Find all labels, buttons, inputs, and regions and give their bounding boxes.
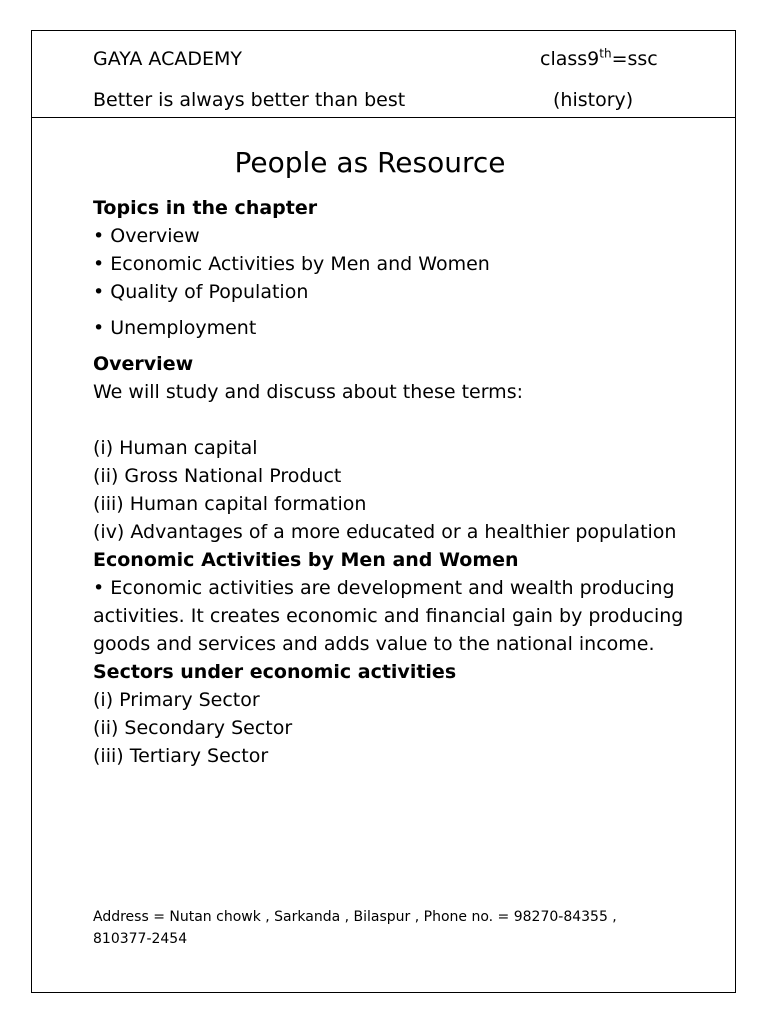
overview-term: (iv) Advantages of a more educated or a healthier population [93,521,677,543]
overview-intro: We will study and discuss about these terms: [93,381,523,403]
overview-term: (ii) Gross National Product [93,465,342,487]
academy-name: GAYA ACADEMY [93,48,242,70]
address-footer [93,906,693,950]
tagline: Better is always better than best [93,89,406,111]
page-title [0,145,768,181]
phone-line: 810377-2454 [93,931,188,947]
class-prefix: class9 [540,48,600,70]
address-line: Address = Nutan chowk , Sarkanda , Bilaspur , Phone no. = 98270-84355 , [93,909,617,925]
topics-heading: Topics in the chapter [93,197,318,219]
economic-heading: Economic Activities by Men and Women [93,549,519,571]
spacer [93,306,713,314]
overview-term: (iii) Human capital formation [93,493,367,515]
sector-item: (ii) Secondary Sector [93,717,293,739]
sector-item: (iii) Tertiary Sector [93,745,269,767]
page-title-text: People as Resource [234,146,506,179]
topic-item: • Overview [93,225,200,247]
sector-item: (i) Primary Sector [93,689,260,711]
header-divider [31,117,736,118]
overview-term: (i) Human capital [93,437,258,459]
subject-label: (history) [553,89,634,111]
class-label [540,45,658,73]
economic-text: goods and services and adds value to the national income. [93,633,655,655]
topic-item: • Unemployment [93,317,257,339]
sectors-heading: Sectors under economic activities [93,661,457,683]
class-suffix: =ssc [611,48,658,70]
economic-text: • Economic activities are development and wealth producing [93,577,675,599]
document-body [93,194,713,770]
topic-item: • Economic Activities by Men and Women [93,253,490,275]
topic-item: • Quality of Population [93,281,309,303]
class-superscript: th [599,46,612,61]
overview-heading: Overview [93,353,194,375]
spacer [93,406,713,434]
economic-text: activities. It creates economic and financial gain by producing [93,605,684,627]
spacer [93,342,713,350]
